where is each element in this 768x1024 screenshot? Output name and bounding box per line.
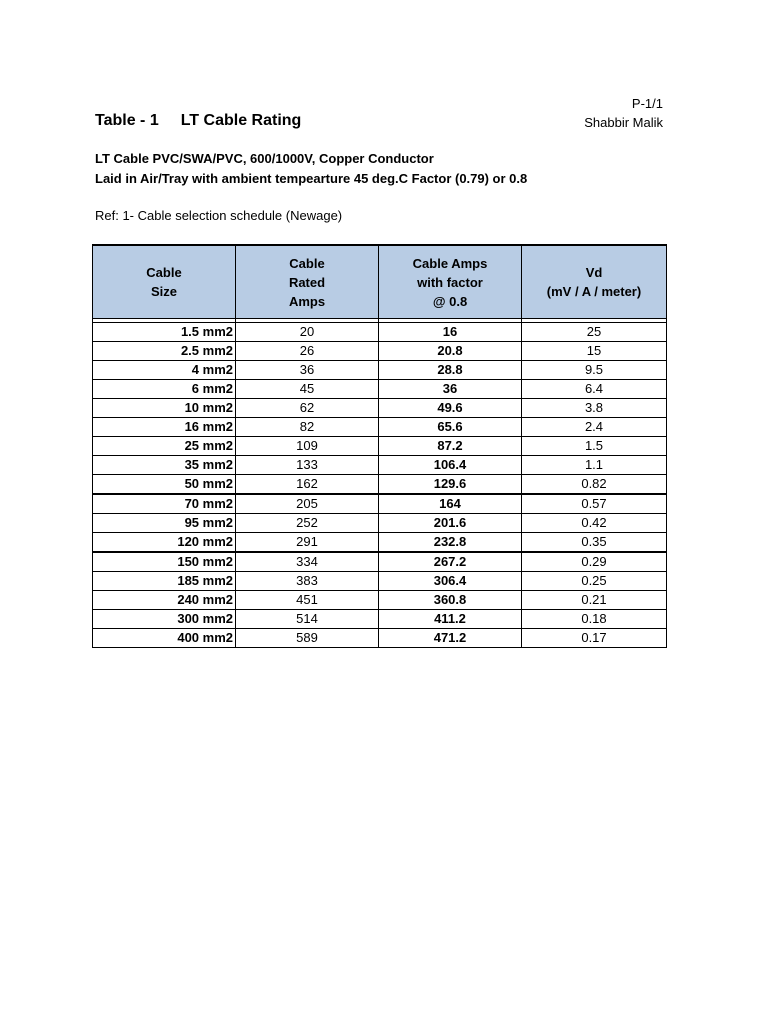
table-title: LT Cable Rating [180,112,302,129]
cell-rated-amps: 36 [236,361,379,380]
cell-rated-amps: 26 [236,342,379,361]
cell-voltage-drop: 3.8 [522,399,667,418]
table-row [93,456,667,475]
header-factored-amps [379,245,522,319]
cell-rated-amps: 451 [236,591,379,610]
cell-cable-size: 4 mm2 [93,361,236,380]
cell-rated-amps: 514 [236,610,379,629]
table-row [93,399,667,418]
cell-rated-amps: 109 [236,437,379,456]
cell-rated-amps: 45 [236,380,379,399]
cell-voltage-drop: 0.82 [522,475,667,495]
cell-factored-amps: 232.8 [379,533,522,553]
cell-rated-amps: 383 [236,572,379,591]
table-row [93,418,667,437]
cell-rated-amps: 334 [236,552,379,572]
cell-factored-amps: 49.6 [379,399,522,418]
cell-factored-amps: 16 [379,323,522,342]
header-voltage-drop [522,245,667,319]
cell-cable-size: 240 mm2 [93,591,236,610]
cell-cable-size: 185 mm2 [93,572,236,591]
cell-factored-amps: 267.2 [379,552,522,572]
description-line-2: Laid in Air/Tray with ambient tempearture 45 deg.C Factor (0.79) or 0.8 [95,171,528,186]
cell-factored-amps: 36 [379,380,522,399]
cell-voltage-drop: 0.42 [522,514,667,533]
cell-rated-amps: 133 [236,456,379,475]
cell-factored-amps: 20.8 [379,342,522,361]
cell-cable-size: 16 mm2 [93,418,236,437]
cell-cable-size: 50 mm2 [93,475,236,495]
cell-voltage-drop: 0.57 [522,494,667,514]
cell-factored-amps: 411.2 [379,610,522,629]
cell-voltage-drop: 15 [522,342,667,361]
cell-factored-amps: 129.6 [379,475,522,495]
table-body [93,319,667,648]
table-row [93,610,667,629]
cell-voltage-drop: 0.17 [522,629,667,648]
cell-voltage-drop: 0.21 [522,591,667,610]
header-line: Cable [289,255,325,271]
cell-factored-amps: 360.8 [379,591,522,610]
cell-factored-amps: 87.2 [379,437,522,456]
cell-cable-size: 35 mm2 [93,456,236,475]
cell-voltage-drop: 0.29 [522,552,667,572]
table-row [93,572,667,591]
cell-factored-amps: 471.2 [379,629,522,648]
table-row [93,475,667,495]
table-row [93,533,667,553]
cell-factored-amps: 306.4 [379,572,522,591]
header-line: (mV / A / meter) [546,284,642,299]
cell-cable-size: 400 mm2 [93,629,236,648]
header-line: Cable Amps [412,255,488,271]
table-row [93,514,667,533]
cell-cable-size: 95 mm2 [93,514,236,533]
header-cable-size [93,245,236,319]
table-header-row [93,245,667,319]
cell-cable-size: 6 mm2 [93,380,236,399]
header-line: Rated [288,274,326,290]
table-row [93,629,667,648]
cell-voltage-drop: 2.4 [522,418,667,437]
cell-rated-amps: 252 [236,514,379,533]
cell-rated-amps: 20 [236,323,379,342]
header-line: Size [150,284,177,299]
cell-voltage-drop: 0.18 [522,610,667,629]
cell-rated-amps: 205 [236,494,379,514]
cell-factored-amps: 106.4 [379,456,522,475]
cell-rated-amps: 82 [236,418,379,437]
cell-cable-size: 300 mm2 [93,610,236,629]
cell-cable-size: 150 mm2 [93,552,236,572]
cell-voltage-drop: 0.25 [522,572,667,591]
table-row [93,437,667,456]
cell-voltage-drop: 9.5 [522,361,667,380]
header-line: Amps [288,293,326,309]
author-name: Shabbir Malik [584,115,663,130]
cell-cable-size: 10 mm2 [93,399,236,418]
page-number: P-1/1 [631,96,663,111]
table-row [93,552,667,572]
cell-rated-amps: 291 [236,533,379,553]
cable-rating-table [92,244,667,648]
cell-cable-size: 120 mm2 [93,533,236,553]
reference-note: Ref: 1- Cable selection schedule (Newage) [95,208,343,223]
table-row [93,494,667,514]
cell-rated-amps: 62 [236,399,379,418]
table-label: Table - 1 [95,112,159,129]
cell-cable-size: 25 mm2 [93,437,236,456]
table-row [93,591,667,610]
cell-voltage-drop: 25 [522,323,667,342]
header-line: Vd [585,265,603,280]
cell-factored-amps: 201.6 [379,514,522,533]
cell-cable-size: 70 mm2 [93,494,236,514]
cell-rated-amps: 589 [236,629,379,648]
cell-voltage-drop: 1.5 [522,437,667,456]
header-rated-amps [236,245,379,319]
cell-voltage-drop: 0.35 [522,533,667,553]
table-row [93,361,667,380]
header-line: @ 0.8 [432,293,468,309]
table-row [93,323,667,342]
cell-factored-amps: 65.6 [379,418,522,437]
cell-factored-amps: 164 [379,494,522,514]
cell-factored-amps: 28.8 [379,361,522,380]
table-row [93,380,667,399]
cell-cable-size: 2.5 mm2 [93,342,236,361]
cell-rated-amps: 162 [236,475,379,495]
table-row [93,342,667,361]
cell-voltage-drop: 6.4 [522,380,667,399]
page-title [95,112,301,130]
cell-voltage-drop: 1.1 [522,456,667,475]
description-line-1: LT Cable PVC/SWA/PVC, 600/1000V, Copper Conductor [95,151,434,166]
cell-cable-size: 1.5 mm2 [93,323,236,342]
header-line: with factor [417,274,483,290]
header-line: Cable [146,265,182,280]
